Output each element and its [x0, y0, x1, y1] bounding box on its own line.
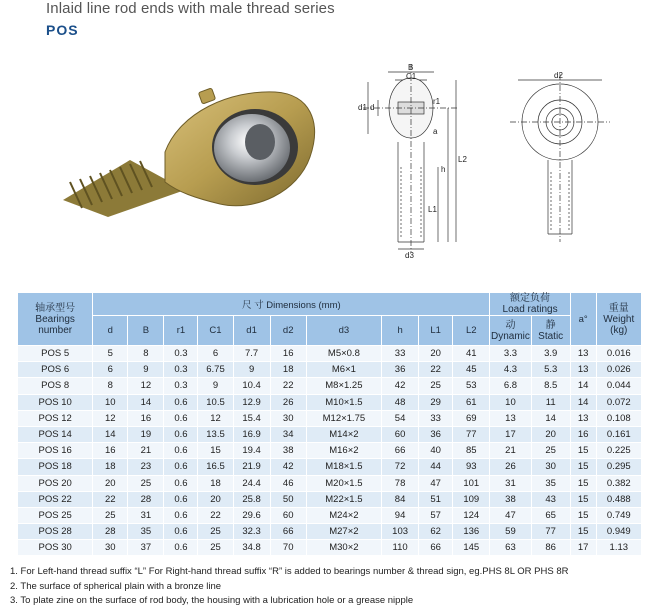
table-row	[18, 459, 642, 475]
table-cell: 15	[570, 459, 596, 475]
front-view-drawing	[500, 72, 620, 247]
table-row	[18, 426, 642, 442]
table-cell: 63	[490, 540, 531, 556]
table-cell: 0.382	[596, 475, 641, 491]
table-cell: 20	[93, 475, 128, 491]
table-cell: 20	[419, 346, 453, 362]
table-cell: 66	[382, 443, 419, 459]
table-cell: 0.016	[596, 346, 641, 362]
table-cell: 78	[382, 475, 419, 491]
dynamic-cn: 动	[505, 319, 516, 331]
col-d3: d3	[306, 316, 381, 346]
table-cell: 0.6	[164, 426, 198, 442]
table-cell: 23	[128, 459, 164, 475]
table-cell: M8×1.25	[306, 378, 381, 394]
table-cell: 53	[453, 378, 490, 394]
table-cell: 19.4	[233, 443, 270, 459]
model-cell: POS 20	[18, 475, 93, 491]
table-cell: 1.13	[596, 540, 641, 556]
table-cell: M5×0.8	[306, 346, 381, 362]
table-cell: 29	[419, 394, 453, 410]
table-cell: 66	[270, 524, 306, 540]
model-header-en-1: Bearings	[35, 313, 75, 325]
dynamic-en: Dynamic	[491, 330, 530, 342]
model-cell: POS 25	[18, 507, 93, 523]
table-cell: 15	[570, 507, 596, 523]
table-cell: 0.6	[164, 540, 198, 556]
table-cell: 5.3	[531, 362, 570, 378]
label-L1: L1	[428, 205, 437, 214]
table-cell: 30	[270, 410, 306, 426]
table-cell: 0.108	[596, 410, 641, 426]
table-cell: 57	[419, 507, 453, 523]
label-L2: L2	[458, 155, 467, 164]
table-cell: 0.3	[164, 346, 198, 362]
table-cell: 70	[270, 540, 306, 556]
table-row	[18, 507, 642, 523]
table-row	[18, 443, 642, 459]
table-cell: 0.6	[164, 507, 198, 523]
col-C1: C1	[198, 316, 233, 346]
table-cell: 24.4	[233, 475, 270, 491]
series-code: POS	[46, 22, 79, 38]
table-row	[18, 410, 642, 426]
table-cell: 25.8	[233, 491, 270, 507]
a-header: a°	[570, 293, 596, 346]
table-cell: 21	[128, 443, 164, 459]
table-cell: 33	[382, 346, 419, 362]
table-row	[18, 475, 642, 491]
table-cell: 21	[490, 443, 531, 459]
table-row	[18, 378, 642, 394]
table-cell: 10.5	[198, 394, 233, 410]
table-cell: 22	[270, 378, 306, 394]
table-cell: 9	[198, 378, 233, 394]
table-cell: 14	[93, 426, 128, 442]
table-cell: 16	[270, 346, 306, 362]
table-cell: 47	[419, 475, 453, 491]
table-cell: 124	[453, 507, 490, 523]
table-cell: 13.5	[198, 426, 233, 442]
col-L2: L2	[453, 316, 490, 346]
table-cell: 29.6	[233, 507, 270, 523]
table-cell: 77	[531, 524, 570, 540]
table-row	[18, 540, 642, 556]
col-L1: L1	[419, 316, 453, 346]
table-cell: 61	[453, 394, 490, 410]
table-cell: 10.4	[233, 378, 270, 394]
table-cell: 25	[531, 443, 570, 459]
col-d: d	[93, 316, 128, 346]
col-d2: d2	[270, 316, 306, 346]
table-cell: 15	[570, 524, 596, 540]
table-cell: 84	[382, 491, 419, 507]
table-cell: 45	[453, 362, 490, 378]
table-cell: 13	[570, 346, 596, 362]
table-cell: 0.161	[596, 426, 641, 442]
table-cell: 13	[570, 410, 596, 426]
table-cell: 14	[128, 394, 164, 410]
table-cell: 15	[198, 443, 233, 459]
load-header-cn: 额定负荷	[510, 293, 551, 304]
table-cell: 145	[453, 540, 490, 556]
weight-header-unit: (kg)	[610, 324, 628, 336]
table-cell: 0.072	[596, 394, 641, 410]
table-cell: 17	[490, 426, 531, 442]
table-cell: 0.6	[164, 459, 198, 475]
table-cell: 31	[490, 475, 531, 491]
table-cell: M16×2	[306, 443, 381, 459]
table-cell: 9	[128, 362, 164, 378]
page-title: Inlaid line rod ends with male thread series	[46, 0, 335, 17]
table-cell: 51	[419, 491, 453, 507]
table-cell: 3.3	[490, 346, 531, 362]
label-B: B	[408, 63, 414, 72]
col-r1: r1	[164, 316, 198, 346]
model-cell: POS 18	[18, 459, 93, 475]
table-cell: 26	[270, 394, 306, 410]
table-cell: 26	[490, 459, 531, 475]
table-cell: 25	[128, 475, 164, 491]
weight-header	[596, 293, 641, 346]
table-cell: 14	[570, 378, 596, 394]
table-cell: 16.9	[233, 426, 270, 442]
model-cell: POS 16	[18, 443, 93, 459]
table-cell: 110	[382, 540, 419, 556]
spec-table-body	[18, 346, 642, 556]
weight-header-en: Weight	[603, 313, 635, 325]
table-cell: 6	[93, 362, 128, 378]
note-3: 3. To plate zine on the surface of rod body, the housing with a lubrication hole or a grease nipple	[10, 595, 414, 606]
table-cell: 6.75	[198, 362, 233, 378]
table-cell: 15.4	[233, 410, 270, 426]
table-cell: 35	[128, 524, 164, 540]
table-cell: 62	[419, 524, 453, 540]
table-cell: 20	[198, 491, 233, 507]
table-cell: 0.6	[164, 475, 198, 491]
table-cell: 20	[531, 426, 570, 442]
table-cell: 65	[531, 507, 570, 523]
table-cell: 13	[490, 410, 531, 426]
table-cell: 12	[93, 410, 128, 426]
table-cell: 34	[270, 426, 306, 442]
table-cell: 11	[531, 394, 570, 410]
table-cell: 12	[198, 410, 233, 426]
table-cell: 36	[419, 426, 453, 442]
table-cell: 86	[531, 540, 570, 556]
label-d: d	[370, 103, 375, 112]
col-static	[531, 316, 570, 346]
spec-table	[17, 292, 642, 556]
model-cell: POS 14	[18, 426, 93, 442]
model-cell: POS 5	[18, 346, 93, 362]
table-cell: 14	[570, 394, 596, 410]
table-cell: 35	[531, 475, 570, 491]
load-header-en: Load ratings	[502, 304, 558, 315]
table-cell: 0.6	[164, 491, 198, 507]
table-cell: 60	[270, 507, 306, 523]
table-cell: 37	[128, 540, 164, 556]
table-cell: 34.8	[233, 540, 270, 556]
table-cell: 0.488	[596, 491, 641, 507]
table-cell: 54	[382, 410, 419, 426]
table-cell: 0.3	[164, 362, 198, 378]
table-cell: 15	[570, 491, 596, 507]
model-cell: POS 8	[18, 378, 93, 394]
table-cell: M6×1	[306, 362, 381, 378]
model-header	[18, 293, 93, 346]
table-cell: 16	[570, 426, 596, 442]
table-cell: 25	[198, 524, 233, 540]
table-cell: M27×2	[306, 524, 381, 540]
static-cn: 静	[545, 319, 556, 331]
label-r1: r1	[433, 97, 441, 106]
col-dynamic	[490, 316, 531, 346]
table-cell: 31	[128, 507, 164, 523]
table-cell: 5	[93, 346, 128, 362]
table-cell: 22	[93, 491, 128, 507]
label-d1: d1	[358, 103, 367, 112]
static-en: Static	[538, 330, 564, 342]
table-cell: 46	[270, 475, 306, 491]
table-cell: 22	[419, 362, 453, 378]
weight-header-cn: 重量	[608, 302, 629, 314]
table-cell: 25	[93, 507, 128, 523]
label-h: h	[441, 165, 446, 174]
table-cell: 32.3	[233, 524, 270, 540]
table-cell: 8.5	[531, 378, 570, 394]
table-cell: 21.9	[233, 459, 270, 475]
table-cell: 103	[382, 524, 419, 540]
table-cell: 0.225	[596, 443, 641, 459]
model-cell: POS 28	[18, 524, 93, 540]
table-cell: 18	[198, 475, 233, 491]
table-cell: 18	[93, 459, 128, 475]
label-d3: d3	[405, 251, 414, 260]
table-cell: 30	[93, 540, 128, 556]
rod-end-photo	[60, 82, 330, 282]
table-cell: 28	[93, 524, 128, 540]
model-cell: POS 12	[18, 410, 93, 426]
table-cell: 18	[270, 362, 306, 378]
notes	[10, 565, 569, 609]
table-cell: 15	[570, 475, 596, 491]
model-header-en-2: number	[38, 324, 73, 336]
table-cell: 72	[382, 459, 419, 475]
table-cell: 14	[531, 410, 570, 426]
table-cell: 33	[419, 410, 453, 426]
table-cell: 48	[382, 394, 419, 410]
table-cell: M10×1.5	[306, 394, 381, 410]
table-cell: 6.8	[490, 378, 531, 394]
table-cell: 43	[531, 491, 570, 507]
table-cell: 28	[128, 491, 164, 507]
table-cell: 19	[128, 426, 164, 442]
load-header	[490, 293, 570, 316]
table-cell: 42	[270, 459, 306, 475]
table-cell: M12×1.75	[306, 410, 381, 426]
table-row	[18, 394, 642, 410]
table-cell: 13	[570, 362, 596, 378]
label-C1: C1	[406, 72, 417, 81]
table-cell: 10	[93, 394, 128, 410]
model-cell: POS 30	[18, 540, 93, 556]
model-cell: POS 6	[18, 362, 93, 378]
note-2: 2. The surface of spherical plain with a bronze line	[10, 580, 222, 592]
table-cell: M22×1.5	[306, 491, 381, 507]
table-cell: 44	[419, 459, 453, 475]
table-cell: 59	[490, 524, 531, 540]
table-cell: 30	[531, 459, 570, 475]
model-cell: POS 22	[18, 491, 93, 507]
table-cell: 69	[453, 410, 490, 426]
table-cell: 101	[453, 475, 490, 491]
table-cell: 93	[453, 459, 490, 475]
table-cell: 15	[570, 443, 596, 459]
table-cell: 17	[570, 540, 596, 556]
table-cell: 9	[233, 362, 270, 378]
table-cell: 0.6	[164, 524, 198, 540]
note-1: 1. For Left-hand thread suffix “L” For Right-hand thread suffix “R” is added to bearings number & thread sign, eg.PHS 8L OR PHS 8R	[10, 566, 569, 577]
model-header-cn: 轴承型号	[35, 302, 76, 314]
table-cell: 40	[419, 443, 453, 459]
table-cell: 3.9	[531, 346, 570, 362]
model-cell: POS 10	[18, 394, 93, 410]
table-cell: 94	[382, 507, 419, 523]
table-cell: 66	[419, 540, 453, 556]
table-cell: M20×1.5	[306, 475, 381, 491]
table-cell: 6	[198, 346, 233, 362]
table-cell: 8	[128, 346, 164, 362]
table-cell: 12	[128, 378, 164, 394]
table-cell: 0.949	[596, 524, 641, 540]
table-cell: 36	[382, 362, 419, 378]
table-cell: 136	[453, 524, 490, 540]
table-cell: 16	[128, 410, 164, 426]
table-cell: 16	[93, 443, 128, 459]
table-cell: 4.3	[490, 362, 531, 378]
table-cell: 10	[490, 394, 531, 410]
table-cell: 38	[270, 443, 306, 459]
table-cell: M24×2	[306, 507, 381, 523]
table-cell: 0.044	[596, 378, 641, 394]
table-cell: 60	[382, 426, 419, 442]
label-d2: d2	[554, 72, 563, 80]
table-cell: M18×1.5	[306, 459, 381, 475]
table-cell: 0.6	[164, 443, 198, 459]
table-cell: 41	[453, 346, 490, 362]
table-cell: 0.6	[164, 410, 198, 426]
table-cell: 0.749	[596, 507, 641, 523]
col-B: B	[128, 316, 164, 346]
table-cell: 0.6	[164, 394, 198, 410]
table-cell: 85	[453, 443, 490, 459]
table-cell: 0.3	[164, 378, 198, 394]
table-cell: 38	[490, 491, 531, 507]
side-view-drawing	[348, 62, 468, 260]
table-cell: 109	[453, 491, 490, 507]
table-cell: M30×2	[306, 540, 381, 556]
table-cell: 12.9	[233, 394, 270, 410]
table-cell: 77	[453, 426, 490, 442]
table-row	[18, 524, 642, 540]
table-cell: 7.7	[233, 346, 270, 362]
table-cell: 42	[382, 378, 419, 394]
label-a: a	[433, 127, 438, 136]
table-row	[18, 346, 642, 362]
table-row	[18, 362, 642, 378]
dimensions-header: 尺 寸 Dimensions (mm)	[93, 293, 490, 316]
table-cell: 25	[419, 378, 453, 394]
table-cell: 50	[270, 491, 306, 507]
table-cell: 22	[198, 507, 233, 523]
col-d1: d1	[233, 316, 270, 346]
table-cell: 47	[490, 507, 531, 523]
table-cell: 0.026	[596, 362, 641, 378]
table-cell: 16.5	[198, 459, 233, 475]
col-h: h	[382, 316, 419, 346]
table-cell: 0.295	[596, 459, 641, 475]
table-cell: 8	[93, 378, 128, 394]
table-cell: 25	[198, 540, 233, 556]
table-cell: M14×2	[306, 426, 381, 442]
table-row	[18, 491, 642, 507]
